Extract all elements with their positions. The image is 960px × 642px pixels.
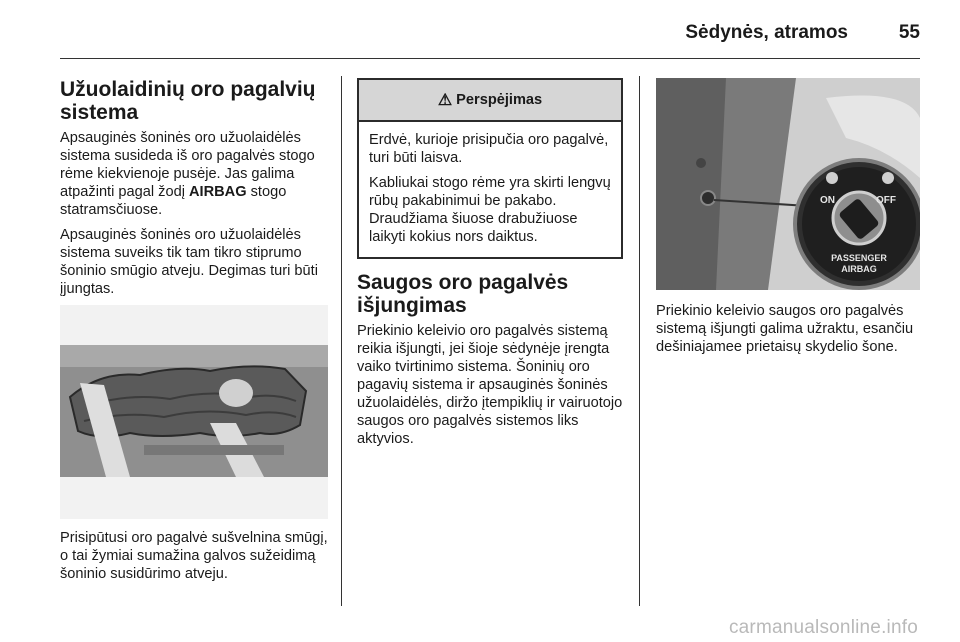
switch-caption-passenger: PASSENGER <box>831 253 887 263</box>
column-2 <box>357 78 623 455</box>
column-3 <box>656 78 920 363</box>
column-separator-2 <box>639 76 640 606</box>
curtain-airbag-paragraph-1: Apsauginės šoninės oro užuolaidėlės sistema susideda iš oro pagalvės stogo rėme kiekvienoje pusėje. Jas galima atpažinti pagal žodį AIRBAG stogo statramsčiuose. <box>60 130 315 218</box>
curtain-airbag-caption: Prisipūtusi oro pagalvė sušvelnina smūgį, o tai žymiai sumažina galvos sužeidimą šoninio susidūrimo atveju. <box>60 530 328 582</box>
page-number: 55 <box>898 22 920 43</box>
footer-watermark: carmanualsonline.info <box>728 617 918 638</box>
airbag-keyword: AIRBAG <box>189 184 247 200</box>
airbag-deactivation-paragraph: Priekinio keleivio oro pagalvės sistemą reikia išjungti, jei šioje sėdynėje įrengta vaiko tvirtinimo sistema. Šoninių oro pagavių sistema ir apsauginės šoninės užuolaidėlės, diržo įtempiklių ir vairuotojo saugos oro pagalvės sistemos liks aktyvios. <box>357 323 623 447</box>
column-separator-1 <box>341 76 342 606</box>
airbag-deactivation-heading: Saugos oro pagalvės išjungimas <box>357 271 569 317</box>
header-section-title: Sėdynės, atramos <box>685 22 848 43</box>
switch-on-label: ON <box>820 195 835 206</box>
warning-paragraph-1: Erdvė, kurioje prisipučia oro pagalvė, turi būti laisva. <box>369 132 609 166</box>
header-rule <box>60 58 920 59</box>
curtain-airbag-heading: Užuolaidinių oro pagalvių sistema <box>60 78 316 124</box>
switch-caption-airbag: AIRBAG <box>841 264 877 274</box>
switch-off-label: OFF <box>876 195 896 206</box>
curtain-airbag-illustration <box>60 305 328 519</box>
column-1 <box>60 78 328 590</box>
warning-body <box>359 122 621 257</box>
airbag-switch-paragraph: Priekinio keleivio saugos oro pagalvės sistemą išjungti galima užraktu, esančiu dešiniajamee prietaisų skydelio šone. <box>656 303 914 355</box>
warning-triangle-icon: ⚠ <box>437 92 453 109</box>
warning-box <box>357 78 623 259</box>
curtain-airbag-paragraph-2: Apsauginės šoninės oro užuolaidėlės sistema suveiks tik tam tikro stiprumo šoninio smūgio atveju. Degimas turi būti įjungtas. <box>60 227 318 297</box>
warning-title: Perspėjimas <box>456 92 543 108</box>
warning-header <box>359 80 621 122</box>
airbag-switch-illustration <box>656 78 920 290</box>
warning-paragraph-2: Kabliukai stogo rėme yra skirti lengvų rūbų pakabinimui be pakabo. Draudžiama šiuose drabužiuose laikyti kokius nors daiktus. <box>369 175 611 245</box>
